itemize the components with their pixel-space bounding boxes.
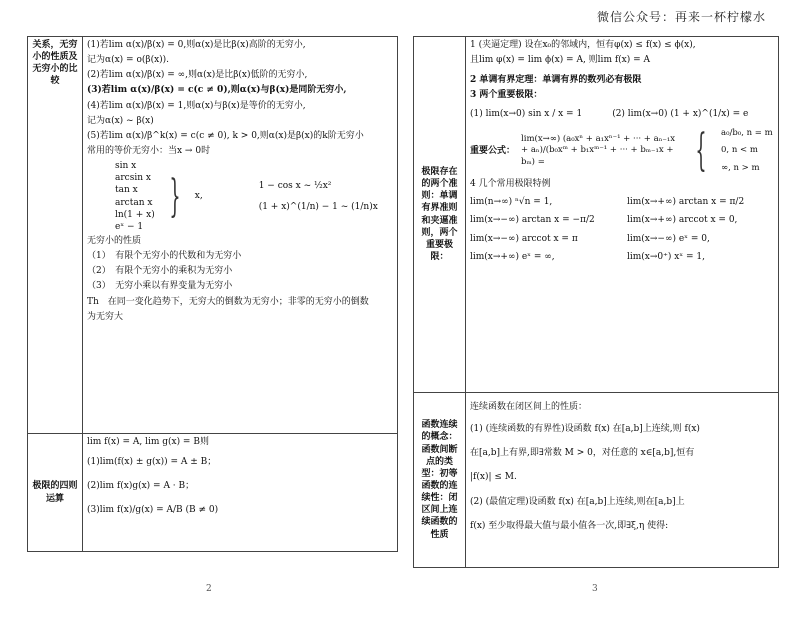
special-limit: lim(x→−∞) arccot x = π xyxy=(470,233,578,244)
squeeze-conclusion: 且lim φ(x) = lim ϕ(x) = A, 则lim f(x) = A xyxy=(470,55,651,66)
special-limits-title: 4 几个常用极限特例 xyxy=(470,179,551,190)
properties-title: 无穷小的性质 xyxy=(87,235,142,246)
equiv-item: eˣ − 1 xyxy=(115,221,144,232)
arith-sum: (1)lim(f(x) ± g(x)) = A ± B； xyxy=(87,457,217,468)
boundedness-inequality: |f(x)| ≤ M. xyxy=(470,472,517,483)
equiv-item-root: (1 + x)^(1/n) − 1 ~ (1/n)x xyxy=(258,201,378,212)
equiv-item: sin x xyxy=(115,161,137,172)
property-item: （3） 无穷小乘以有界变量为无穷小 xyxy=(87,281,233,292)
arith-product: (2)lim f(x)g(x) = A · B； xyxy=(87,481,195,492)
property-item: （2） 有限个无穷小的乘积为无穷小 xyxy=(87,266,233,277)
section-label-continuity: 函数连续的概念：函数间断点的类型：初等函数的连续性：闭区间上连续函数的性质 xyxy=(414,393,466,568)
continuity-content xyxy=(466,393,779,568)
extreme-value-theorem: (2) (最值定理)设函数 f(x) 在[a,b]上连续,则在[a,b]上 xyxy=(470,496,685,507)
special-limits-grid xyxy=(470,196,774,263)
boundedness-detail: 在[a,b]上有界,即∃常数 M > 0，对任意的 x∈[a,b],恒有 xyxy=(470,448,695,459)
important-formula: lim(x→∞) (a₀xⁿ + a₁xⁿ⁻¹ + ··· + aₙ₋₁x + aₙ)/(b₀xᵐ + b₁xᵐ⁻¹ + ··· + bₘ₋₁x + bₘ) = xyxy=(521,133,676,167)
rule-equivalent-notation: 记为α(x) ~ β(x) xyxy=(87,115,154,126)
theorem-line: Th 在同一变化趋势下，无穷大的倒数为无穷小；非零的无穷小的倒数 xyxy=(87,296,369,307)
rule-equivalent: (4)若lim α(x)/β(x) = 1,则α(x)与β(x)是等价的无穷小, xyxy=(87,100,306,111)
limit-criteria-content xyxy=(466,37,779,393)
special-limit: lim(x→+∞) arctan x = π/2 xyxy=(627,197,745,208)
left-page-table xyxy=(27,36,398,552)
property-item: （1） 有限个无穷小的代数和为无穷小 xyxy=(87,251,242,262)
page-header: 微信公众号：再来一杯柠檬水 xyxy=(596,10,766,24)
rule-lower-order: (2)若lim α(x)/β(x) = ∞,则α(x)是比β(x)低阶的无穷小, xyxy=(87,70,308,81)
important-formula-block xyxy=(470,124,774,176)
rule-higher-order-notation: 记为α(x) = o(β(x)). xyxy=(87,55,170,66)
common-equivalents-title: 常用的等价无穷小：当x → 0时 xyxy=(87,145,211,156)
rule-k-order: (5)若lim α(x)/β^k(x) = c(c ≠ 0), k > 0,则α(x)是β(x)的k阶无穷小 xyxy=(87,130,364,141)
special-limit: lim(x→−∞) eˣ = 0, xyxy=(627,233,710,244)
two-limits-title: 3 两个重要极限： xyxy=(470,90,543,101)
limit-e: (2) lim(x→0) (1 + x)^(1/x) = e xyxy=(612,108,749,119)
case-less: 0, n < m xyxy=(721,145,758,156)
squeeze-theorem: 1 (夹逼定理) 设在x₀的邻域内，恒有φ(x) ≤ f(x) ≤ ϕ(x), xyxy=(470,40,696,50)
equiv-item: arctan x xyxy=(115,197,153,208)
right-brace: } xyxy=(169,170,181,222)
limit-arithmetic-content xyxy=(83,434,398,552)
important-label: 重要公式： xyxy=(470,145,516,156)
equiv-item: arcsin x xyxy=(115,173,151,184)
equiv-item: tan x xyxy=(115,185,138,196)
special-limit: lim(x→−∞) arctan x = −π/2 xyxy=(470,215,595,226)
page-number-left: 2 xyxy=(206,584,212,594)
left-brace: { xyxy=(695,124,707,176)
arith-quotient: (3)lim f(x)/g(x) = A/B (B ≠ 0) xyxy=(87,505,219,516)
theorem-line: 为无穷大 xyxy=(87,311,124,322)
rule-higher-order: (1)若lim α(x)/β(x) = 0,则α(x)是比β(x)高阶的无穷小, xyxy=(87,40,306,50)
case-equal: a₀/b₀, n = m xyxy=(721,127,773,138)
infinitesimal-content xyxy=(83,37,398,434)
equiv-target: x, xyxy=(194,191,203,202)
section-label-infinitesimal: 关系，无穷小的性质及无穷小的比较 xyxy=(28,37,83,434)
section-label-limit-criteria: 极限存在的两个准则：单调有界准则和夹逼准则，两个重要极限： xyxy=(414,37,466,393)
page-number-right: 3 xyxy=(592,584,598,594)
special-limit: lim(x→+∞) eˣ = ∞, xyxy=(470,251,555,262)
equiv-item-cos: 1 − cos x ~ ½x² xyxy=(258,181,332,192)
right-page-table xyxy=(413,36,779,568)
case-greater: ∞, n > m xyxy=(721,162,760,173)
monotone-theorem: 2 单调有界定理：单调有界的数列必有极限 xyxy=(470,75,642,86)
boundedness-theorem: (1) (连续函数的有界性)设函数 f(x) 在[a,b]上连续,则 f(x) xyxy=(470,424,700,435)
equiv-item: ln(1 + x) xyxy=(115,209,155,220)
two-limits-row xyxy=(470,108,774,120)
rule-same-order: (3)若lim α(x)/β(x) = c(c ≠ 0),则α(x)与β(x)是同阶无穷小, xyxy=(87,85,347,96)
special-limit: lim(n→∞) ⁿ√n = 1, xyxy=(470,197,553,208)
continuity-title: 连续函数在闭区间上的性质： xyxy=(470,402,588,412)
extreme-value-detail: f(x) 至少取得最大值与最小值各一次,即∃ξ,η 使得: xyxy=(470,520,669,531)
special-limit: lim(x→+∞) arccot x = 0, xyxy=(627,215,738,226)
section-label-limit-arithmetic: 极限的四则运算 xyxy=(28,434,83,552)
equivalents-block xyxy=(115,160,393,233)
arith-premise: lim f(x) = A, lim g(x) = B则 xyxy=(87,437,209,447)
limit-sin: (1) lim(x→0) sin x / x = 1 xyxy=(470,108,583,119)
special-limit: lim(x→0⁺) xˣ = 1, xyxy=(627,251,706,262)
